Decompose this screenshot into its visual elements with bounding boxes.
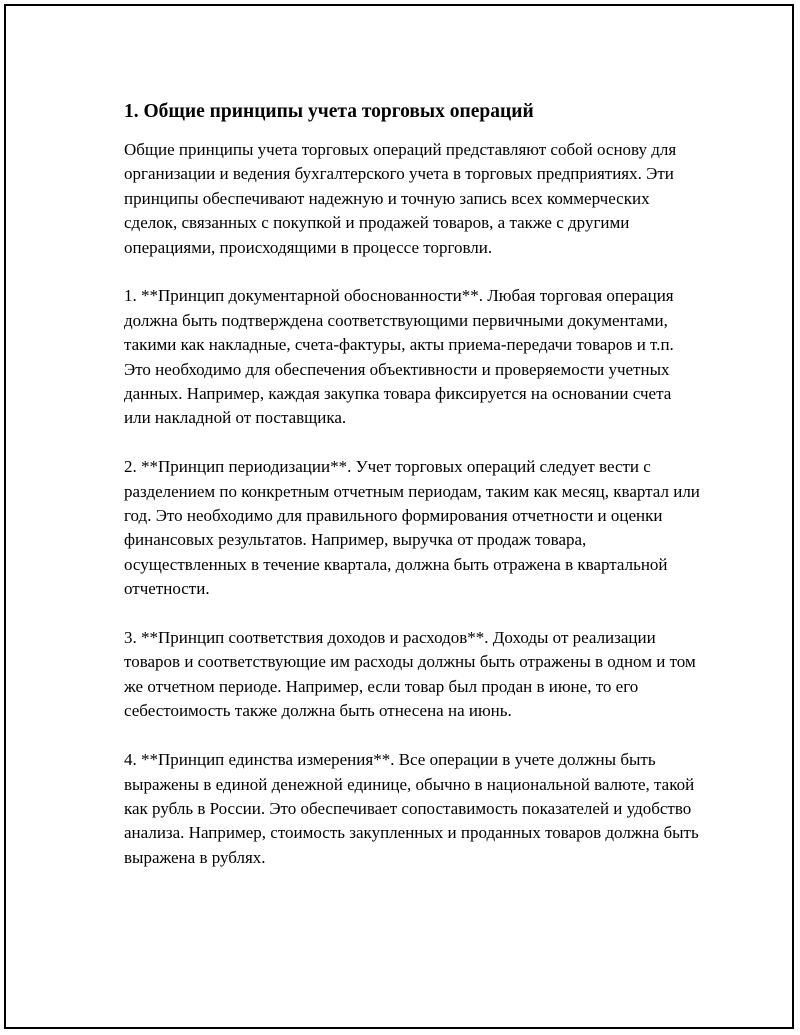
intro-paragraph: Общие принципы учета торговых операций представляют собой основу для организации и ведения бухгалтерского учета в торговых предприятиях. Эти принципы обеспечивают надежную и точную запись всех коммерческих сделок, связанных с покупкой и продажей товаров, а также с другими операциями, происходящими в процессе торговли. — [124, 140, 677, 257]
page-frame — [4, 4, 794, 1029]
document-body — [124, 100, 702, 895]
principle-paragraph-4: 4. **Принцип единства измерения**. Все операции в учете должны быть выражены в единой денежной единице, обычно в национальной валюте, такой как рубль в России. Это обеспечивает сопоставимость показателей и удобство анализа. Например, стоимость закупленных и проданных товаров должна быть выражена в рублях. — [124, 750, 699, 867]
section-heading: 1. Общие принципы учета торговых операций — [124, 101, 534, 122]
principle-paragraph-2: 2. **Принцип периодизации**. Учет торговых операций следует вести с разделением по конкретным отчетным периодам, таким как месяц, квартал или год. Это необходимо для правильного формирования отчетности и оценки финансовых результатов. Например, выручка от продаж товара, осуществленных в течение квартала, должна быть отражена в квартальной отчетности. — [124, 457, 700, 599]
principle-paragraph-1: 1. **Принцип документарной обоснованности**. Любая торговая операция должна быть подтверждена соответствующими первичными документами, такими как накладные, счета-фактуры, акты приема-передачи товаров и т.п. Это необходимо для обеспечения объективности и проверяемости учетных данных. Например, каждая закупка товара фиксируется на основании счета или накладной от поставщика. — [124, 286, 674, 428]
principle-paragraph-3: 3. **Принцип соответствия доходов и расходов**. Доходы от реализации товаров и соответствующие им расходы должны быть отражены в одном и том же отчетном периоде. Например, если товар был продан в июне, то его себестоимость также должна быть отнесена на июнь. — [124, 628, 696, 721]
